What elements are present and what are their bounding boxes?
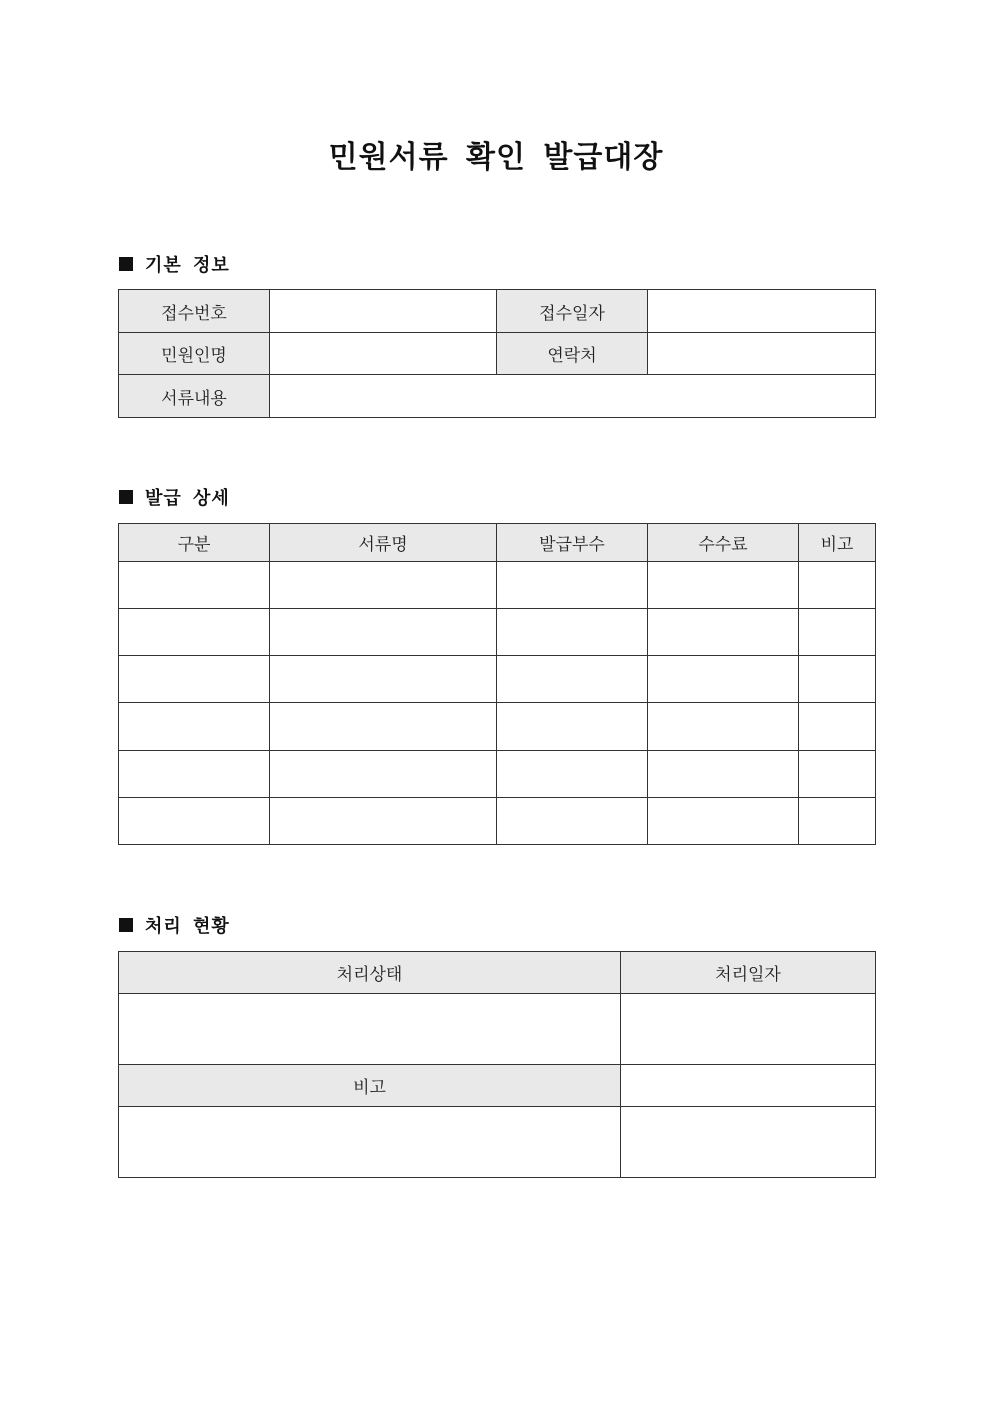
cell-note[interactable] bbox=[799, 562, 876, 609]
basic-info-table bbox=[118, 289, 876, 418]
cell-note[interactable] bbox=[799, 609, 876, 656]
receipt-no-field[interactable] bbox=[270, 290, 497, 333]
receipt-date-label: 접수일자 bbox=[497, 290, 648, 333]
cell-doc-name[interactable] bbox=[270, 751, 497, 798]
note-side-field[interactable] bbox=[621, 1107, 876, 1178]
table-row bbox=[119, 1107, 876, 1178]
note-label-side-field[interactable] bbox=[621, 1065, 876, 1107]
cell-copies[interactable] bbox=[497, 703, 648, 751]
section-heading-issue bbox=[119, 485, 230, 509]
cell-note[interactable] bbox=[799, 703, 876, 751]
column-header-category: 구분 bbox=[119, 524, 270, 562]
cell-note[interactable] bbox=[799, 656, 876, 703]
process-status-table bbox=[118, 951, 876, 1178]
cell-category[interactable] bbox=[119, 656, 270, 703]
doc-content-field[interactable] bbox=[270, 375, 876, 418]
table-row bbox=[119, 333, 876, 375]
column-header-note: 비고 bbox=[799, 524, 876, 562]
cell-note[interactable] bbox=[799, 751, 876, 798]
section-heading-process bbox=[119, 913, 230, 937]
cell-category[interactable] bbox=[119, 751, 270, 798]
receipt-date-field[interactable] bbox=[648, 290, 876, 333]
section-heading-basic bbox=[119, 252, 230, 276]
table-row bbox=[119, 656, 876, 703]
section-heading-process-text: 처리 현황 bbox=[145, 916, 230, 937]
process-date-field[interactable] bbox=[621, 994, 876, 1065]
cell-category[interactable] bbox=[119, 703, 270, 751]
cell-category[interactable] bbox=[119, 562, 270, 609]
cell-copies[interactable] bbox=[497, 798, 648, 845]
table-header-row bbox=[119, 952, 876, 994]
column-header-doc-name: 서류명 bbox=[270, 524, 497, 562]
cell-doc-name[interactable] bbox=[270, 798, 497, 845]
cell-copies[interactable] bbox=[497, 751, 648, 798]
doc-content-label: 서류내용 bbox=[119, 375, 270, 418]
table-row bbox=[119, 375, 876, 418]
section-heading-basic-text: 기본 정보 bbox=[145, 255, 230, 276]
cell-doc-name[interactable] bbox=[270, 562, 497, 609]
cell-category[interactable] bbox=[119, 798, 270, 845]
applicant-label: 민원인명 bbox=[119, 333, 270, 375]
contact-label: 연락처 bbox=[497, 333, 648, 375]
cell-copies[interactable] bbox=[497, 656, 648, 703]
cell-category[interactable] bbox=[119, 609, 270, 656]
status-field[interactable] bbox=[119, 994, 621, 1065]
applicant-field[interactable] bbox=[270, 333, 497, 375]
cell-fee[interactable] bbox=[648, 703, 799, 751]
receipt-no-label: 접수번호 bbox=[119, 290, 270, 333]
square-bullet-icon bbox=[119, 918, 133, 932]
cell-fee[interactable] bbox=[648, 609, 799, 656]
issue-detail-table bbox=[118, 523, 876, 845]
cell-fee[interactable] bbox=[648, 798, 799, 845]
section-heading-issue-text: 발급 상세 bbox=[145, 488, 230, 509]
cell-doc-name[interactable] bbox=[270, 656, 497, 703]
note-field[interactable] bbox=[119, 1107, 621, 1178]
table-row bbox=[119, 994, 876, 1065]
page-title: 민원서류 확인 발급대장 bbox=[328, 140, 664, 175]
table-row bbox=[119, 798, 876, 845]
cell-doc-name[interactable] bbox=[270, 703, 497, 751]
cell-fee[interactable] bbox=[648, 751, 799, 798]
column-header-fee: 수수료 bbox=[648, 524, 799, 562]
table-row bbox=[119, 290, 876, 333]
table-row bbox=[119, 609, 876, 656]
table-row bbox=[119, 562, 876, 609]
table-row bbox=[119, 751, 876, 798]
table-row bbox=[119, 1065, 876, 1107]
cell-note[interactable] bbox=[799, 798, 876, 845]
cell-copies[interactable] bbox=[497, 562, 648, 609]
contact-field[interactable] bbox=[648, 333, 876, 375]
status-label: 처리상태 bbox=[119, 952, 621, 994]
process-date-label: 처리일자 bbox=[621, 952, 876, 994]
cell-copies[interactable] bbox=[497, 609, 648, 656]
square-bullet-icon bbox=[119, 490, 133, 504]
table-row bbox=[119, 703, 876, 751]
square-bullet-icon bbox=[119, 257, 133, 271]
note-label: 비고 bbox=[119, 1065, 621, 1107]
cell-fee[interactable] bbox=[648, 562, 799, 609]
column-header-copies: 발급부수 bbox=[497, 524, 648, 562]
table-header-row bbox=[119, 524, 876, 562]
cell-fee[interactable] bbox=[648, 656, 799, 703]
cell-doc-name[interactable] bbox=[270, 609, 497, 656]
